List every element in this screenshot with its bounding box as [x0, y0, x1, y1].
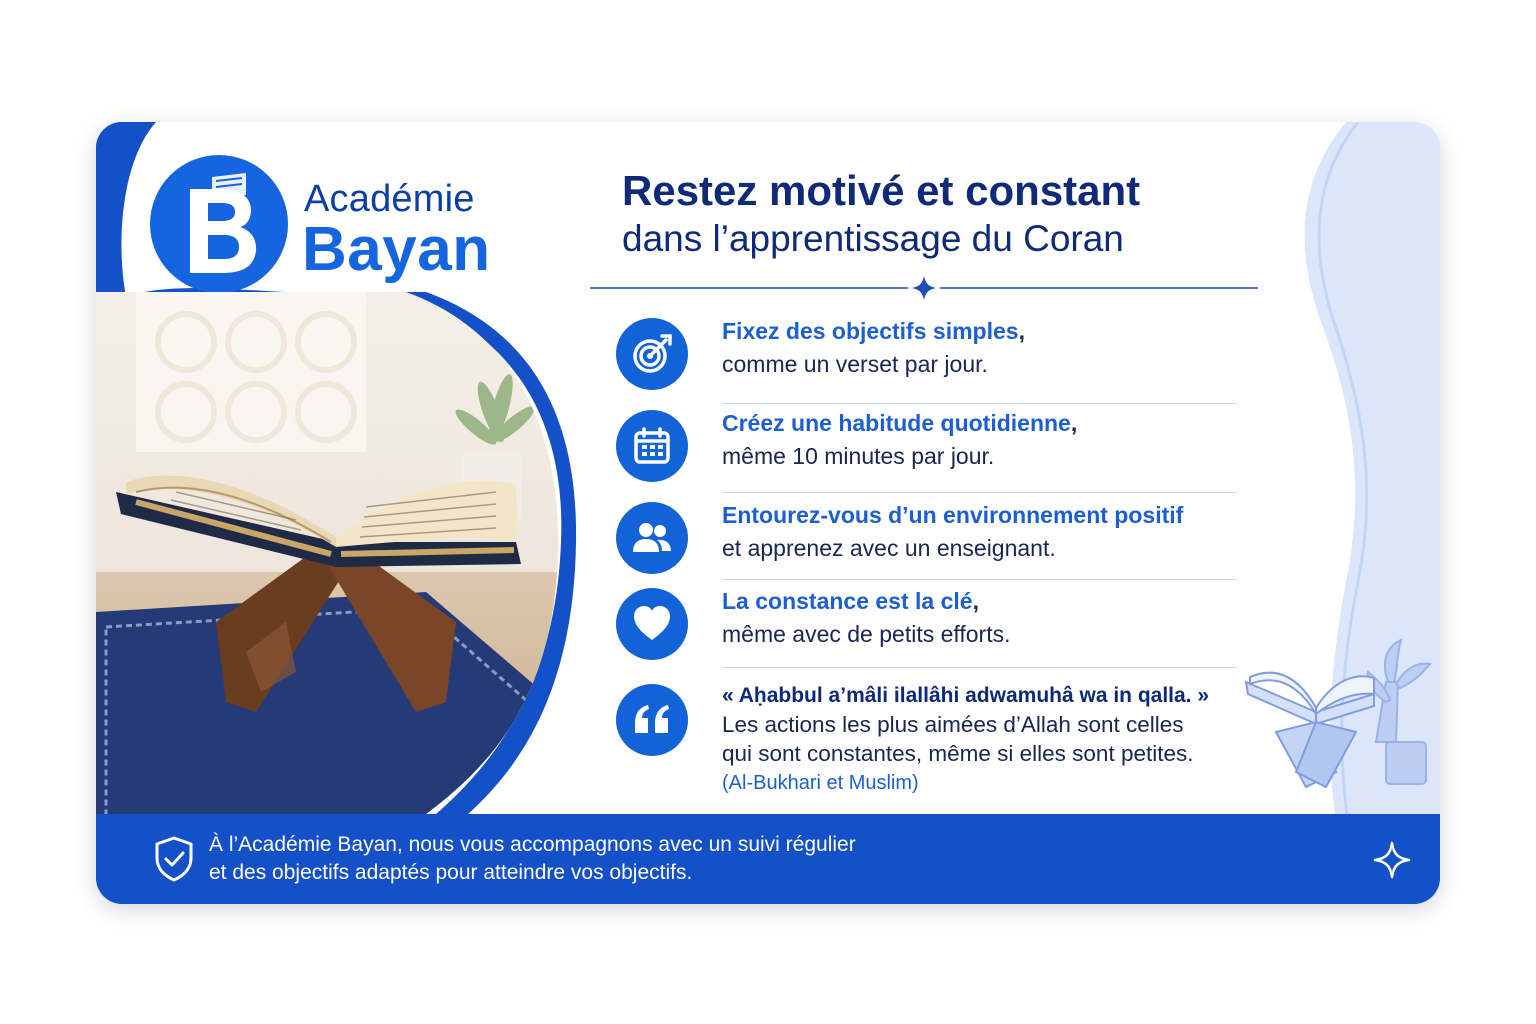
hadith-translation-line2: qui sont constantes, même si elles sont petites. — [722, 741, 1194, 766]
tip-separator — [722, 579, 1236, 580]
tip-detail-text: même avec de petits efforts. — [722, 621, 1011, 647]
brand-name-line1: Académie — [304, 178, 475, 220]
tip-separator — [722, 492, 1236, 493]
tip-bold-text: Créez une habitude quotidienne, — [722, 410, 1078, 436]
calendar-icon — [632, 426, 672, 466]
heart-icon — [632, 605, 672, 643]
quran-rehal-photo — [96, 292, 566, 822]
sparkle-icon — [1372, 840, 1412, 880]
tip-detail-text: comme un verset par jour. — [722, 351, 988, 377]
hadith-source: (Al-Bukhari et Muslim) — [722, 772, 919, 794]
decorative-quran-illustration — [1236, 622, 1440, 822]
shield-check-icon — [154, 836, 194, 882]
promo-card — [96, 122, 1440, 904]
logo-badge — [150, 155, 288, 293]
tip-icon-badge — [616, 410, 688, 482]
tip-detail-text: même 10 minutes par jour. — [722, 443, 995, 469]
tip-separator — [722, 667, 1236, 668]
brand-name-line2: Bayan — [302, 215, 491, 284]
tip-separator — [722, 403, 1236, 404]
tip-detail-text: et apprenez avec un enseignant. — [722, 535, 1056, 561]
page-title: Restez motivé et constant — [622, 167, 1141, 214]
people-icon — [630, 518, 674, 558]
footer-text-line1: À l’Académie Bayan, nous vous accompagnons avec un suivi régulier — [209, 833, 856, 856]
tip-icon-badge — [616, 588, 688, 660]
footer-text-line2: et des objectifs adaptés pour atteindre vos objectifs. — [209, 861, 693, 884]
page-subtitle: dans l’apprentissage du Coran — [622, 218, 1124, 259]
target-icon — [630, 332, 674, 376]
tip-icon-badge — [616, 318, 688, 390]
tip-bold-text: La constance est la clé, — [722, 588, 979, 614]
book-b-logo-icon — [150, 155, 288, 293]
tip-bold-text: Entourez-vous d’un environnement positif — [722, 502, 1184, 528]
tip-icon-badge — [616, 684, 688, 756]
tip-icon-badge — [616, 502, 688, 574]
title-divider — [590, 274, 1258, 302]
quote-icon — [631, 703, 673, 737]
hadith-translation-line1: Les actions les plus aimées d’Allah sont celles — [722, 712, 1184, 737]
hadith-transliteration: « Aḥabbul a’mâli ilallâhi adwamuhâ wa in qalla. » — [722, 684, 1210, 707]
tip-bold-text: Fixez des objectifs simples, — [722, 318, 1025, 344]
footer-banner — [96, 814, 1440, 904]
